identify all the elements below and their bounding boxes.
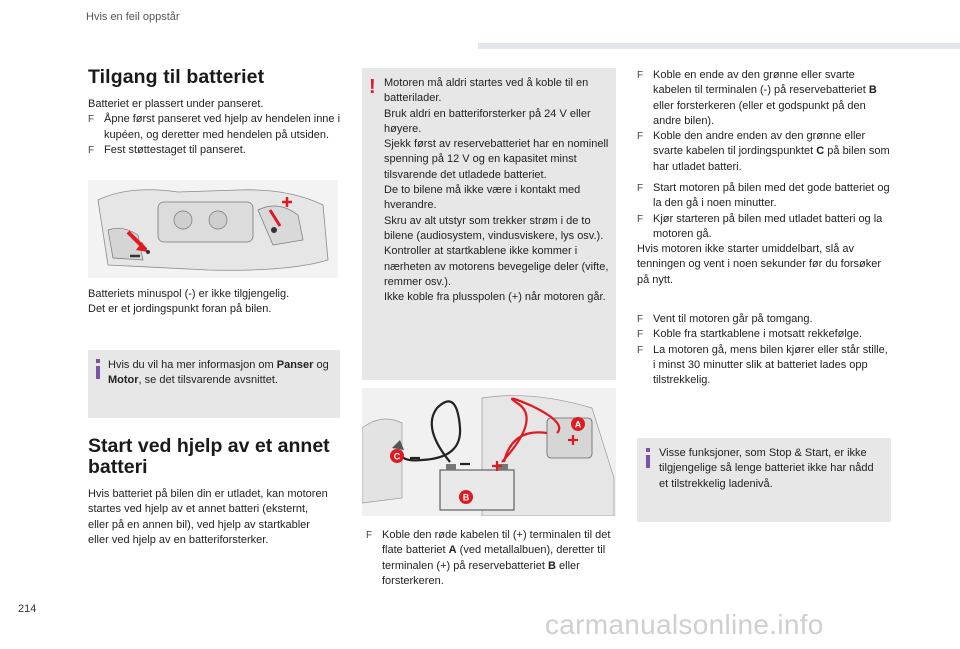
jump-start-intro: Hvis batteriet på bilen din er utladet, kan motoren startes ved hjelp av et annet batteri (eksternt, eller på en annen bil), ved hjelp av startkabler eller ved hjelp av en batteriforsterker. [88, 488, 328, 546]
engine-bay-image [88, 180, 338, 278]
list-item: F Fest støttestaget til panseret. [88, 143, 343, 158]
heading-battery-access: Tilgang til batteriet [88, 66, 265, 88]
list-item: F Start motoren på bilen med det gode batteriet og la den gå i noen minutter. [637, 182, 890, 210]
list-item: F Kjør starteren på bilen med utladet batteri og la motoren gå. [637, 212, 883, 240]
bullet-icon: F [637, 314, 644, 325]
list-item: F Koble en ende av den grønne eller svarte kabelen til terminalen (-) på reservebatteriet B eller forsterkeren (eller et godspunkt på den andre bilen). [637, 69, 877, 127]
label-a: A [574, 419, 582, 430]
steps-top [637, 68, 893, 175]
bullet-icon: F [637, 213, 644, 225]
ground-point-note: Batteriets minuspol (-) er ikke tilgjengelig. Det er et jordingspunkt foran på bilen. [88, 288, 290, 316]
list-item: F Koble fra startkablene i motsatt rekkefølge. [637, 327, 893, 342]
battery-access-text [88, 97, 343, 158]
list-item: F Vent til motoren går på tomgang. [637, 312, 893, 327]
steps-bottom [637, 312, 893, 388]
warning-box [362, 68, 616, 380]
intro-text: Batteriet er plassert under panseret. [88, 98, 264, 110]
list-item: F Åpne først panseret ved hjelp av hendelen inne i kupéen, og deretter med hendelen på utsiden. [88, 113, 341, 141]
info-box [88, 350, 340, 418]
retry-note: Hvis motoren ikke starter umiddelbart, slå av tenningen og vent i noen sekunder før du forsøker på nytt. [637, 243, 881, 286]
list-item: F Koble den andre enden av den grønne eller svarte kabelen til jordingspunktet C på bilen som har utladet batteri. [637, 130, 890, 173]
jump-start-diagram [362, 388, 616, 516]
section-title: Hvis en feil oppstår [86, 11, 180, 23]
info-text: Hvis du vil ha mer informasjon om Panser og Motor, se det tilsvarende avsnittet. [108, 359, 329, 387]
watermark: carmanualsonline.info [545, 609, 824, 640]
header-rule [478, 43, 960, 49]
warning-icon: ! [369, 76, 376, 98]
bullet-icon: F [88, 144, 95, 156]
red-cable-step [366, 528, 618, 589]
bullet-icon: F [637, 70, 644, 81]
heading-jump-start: Start ved hjelp av et annet batteri [88, 435, 330, 478]
info-text: Visse funksjoner, som Stop & Start, er ikke tilgjengelige så lenge batteriet ikke har nådd et tilstrekkelig ladenivå. [659, 447, 874, 490]
bullet-icon: F [637, 344, 644, 356]
info-icon [646, 455, 650, 468]
steps-mid [637, 181, 893, 288]
list-item: F Koble den røde kabelen til (+) terminalen til det flate batteriet A (ved metallalbuen), deretter til terminalen (+) på reservebatteriet B eller forsterkeren. [366, 529, 611, 587]
bullet-icon: F [637, 329, 644, 341]
page-number: 214 [18, 603, 37, 615]
label-b: B [462, 492, 470, 503]
bullet-icon: F [637, 183, 644, 194]
info-icon [96, 366, 100, 379]
label-c: C [393, 451, 401, 462]
bullet-icon: F [88, 114, 95, 126]
bullet-icon: F [366, 530, 373, 541]
warning-text: Motoren må aldri startes ved å koble til en batterilader. Bruk aldri en batteriforsterker på 24 V eller høyere. Sjekk først av reservebatteriet har en nominell spenning på 12 V og en kapasitet minst tilsvarende det utladede batteriet. De to bilene må ikke være i kontakt med hverandre. Skru av alt utstyr som trekker strøm i de to bilene (audiosystem, vindusviskere, lys osv.). Kontroller at startkablene ikke kommer i nærheten av motorens bevegelige deler (vifte, remmer osv.). Ikke koble fra plusspolen (+) når motoren går. [384, 77, 609, 304]
list-item: F La motoren gå, mens bilen kjører eller står stille, i minst 30 minutter slik at batteriet lades opp tilstrekkelig. [637, 343, 888, 387]
info-box-stop-start [637, 438, 891, 522]
info-icon-dot [96, 359, 100, 363]
info-icon-dot [646, 448, 650, 452]
bullet-icon: F [637, 131, 644, 143]
